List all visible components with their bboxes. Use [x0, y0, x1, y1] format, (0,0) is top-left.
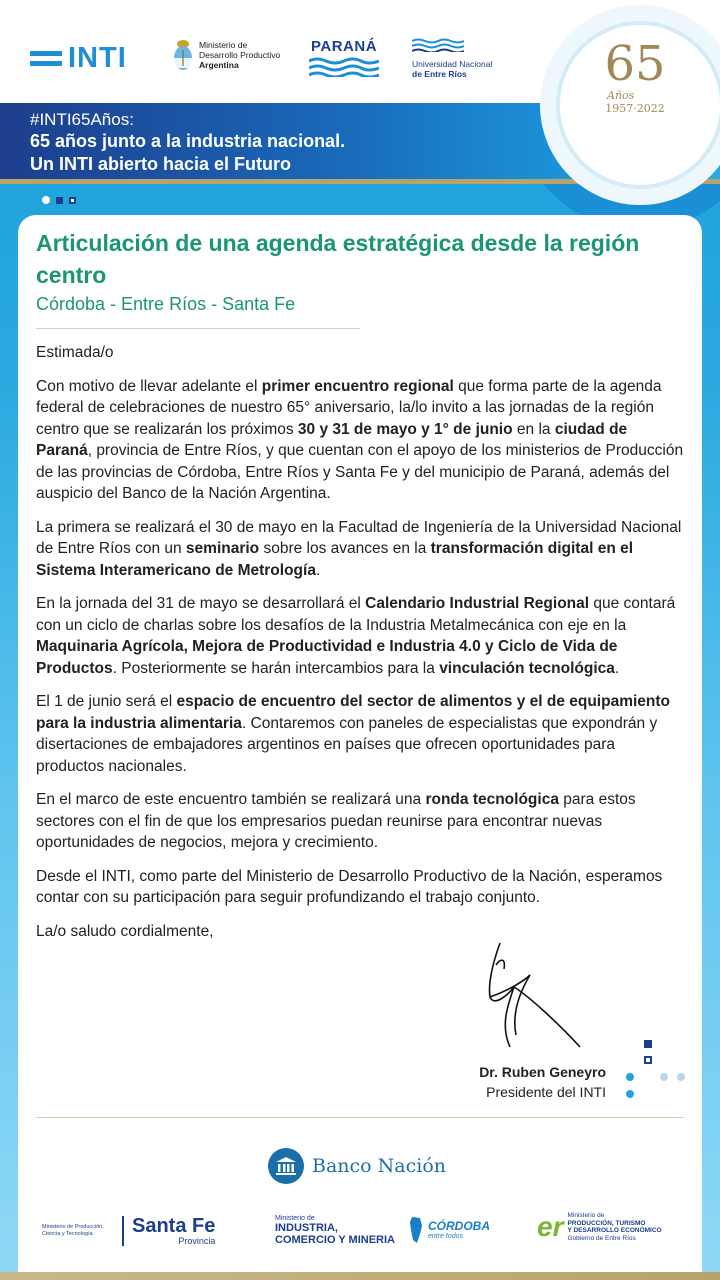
mi-small-text: Ministerio de — [275, 1215, 315, 1222]
ministerio-text — [199, 40, 280, 70]
deco-square-icon — [644, 1040, 652, 1048]
banner-line-2: 65 años junto a la industria nacional. — [30, 131, 346, 151]
p2-text-3: . — [315, 561, 321, 579]
anniversary-number: 65 — [604, 36, 666, 92]
banco-nacion-text: Banco Nación — [312, 1155, 446, 1177]
santa-fe-provincia: Provincia — [178, 1236, 216, 1246]
p5-text-2: para estos sectores con el fin de que los empresarios puedan reunirse para encontrar nuevas oportunidades de negocios, mejora y crecimiento. — [36, 791, 636, 851]
national-shield-icon — [172, 38, 194, 72]
uner-waves-icon — [412, 38, 464, 52]
letter-subtitle: Córdoba - Entre Ríos - Santa Fe — [36, 294, 296, 314]
anniversary-label: Años — [607, 89, 635, 102]
cordoba-map-icon — [408, 1216, 424, 1244]
p3-bold-1: Calendario Industrial Regional — [365, 595, 590, 612]
er-line1: Ministerio de — [567, 1212, 605, 1219]
deco-dot-icon — [660, 1073, 668, 1081]
p3-text-4: . — [614, 659, 620, 677]
decorative-dots — [42, 196, 76, 204]
deco-dot-icon — [626, 1073, 634, 1081]
paragraph-4 — [36, 691, 686, 777]
paragraph-2 — [36, 517, 686, 582]
bottom-gold-stripe — [0, 1272, 720, 1280]
footer-divider — [36, 1117, 684, 1118]
dot-square-outline-icon — [69, 197, 76, 204]
santa-fe-logo — [42, 1216, 215, 1246]
deco-dot-icon — [677, 1073, 685, 1081]
paragraph-1 — [36, 376, 686, 505]
p3-bold-2: Maquinaria Agrícola, Mejora de Productividad e Industria 4.0 y Ciclo de Vida de Productos — [36, 638, 618, 677]
ministerio-industria-logo — [275, 1215, 395, 1246]
p2-text-1: La primera se realizará el 30 de mayo en la Facultad de Ingeniería de la Universidad Nacional de Entre Ríos con un — [36, 518, 682, 557]
ministerio-line2: Desarrollo Productivo — [199, 50, 281, 60]
p3-text-2: que contará con un ciclo de charlas sobre los desafíos de la Industria Metalmecánica con eje en la — [36, 595, 676, 634]
deco-dot-icon — [626, 1090, 634, 1098]
p1-text-3: en la — [512, 420, 555, 438]
p1-bold-1: primer encuentro regional — [261, 377, 454, 395]
ministerio-line3: Argentina — [199, 60, 239, 70]
inti-stripes-icon — [30, 51, 62, 66]
greeting: Estimada/o — [36, 344, 114, 361]
p5-text-1: En el marco de este encuentro también se realizará una — [36, 791, 426, 808]
letter-body — [36, 342, 686, 954]
uner-line2: de Entre Ríos — [412, 69, 467, 79]
er-line4: Gobierno de Entre Ríos — [567, 1234, 636, 1242]
p1-bold-2: 30 y 31 de mayo y 1° de junio — [297, 420, 513, 438]
letter-title: Articulación de una agenda estratégica desde la región centro — [36, 230, 640, 288]
p2-bold-2: transformación digital en el Sistema Interamericano de Metrología — [36, 540, 634, 579]
mi-line2: COMERCIO Y MINERIA — [275, 1234, 395, 1246]
bank-building-icon — [268, 1148, 304, 1184]
cordoba-logo — [408, 1216, 490, 1244]
dot-circle-icon — [42, 196, 50, 204]
paragraph-6: Desde el INTI, como parte del Ministerio de Desarrollo Productivo de la Nación, esperamos contar con su participación para seguir profundizando el trabajo conjunto. — [36, 867, 663, 906]
p5-bold-1: ronda tecnológica — [425, 791, 559, 808]
santa-fe-ministry: Ministerio de Producción, Ciencia y Tecnología — [42, 1224, 104, 1237]
er-line2: PRODUCCIÓN, TURISMO — [567, 1219, 646, 1227]
er-ministry-text — [567, 1212, 667, 1242]
signer-name: Dr. Ruben Geneyro — [479, 1064, 606, 1080]
closing: La/o saludo cordialmente, — [36, 922, 214, 940]
cordoba-text: CÓRDOBA — [428, 1219, 490, 1233]
handwritten-signature — [470, 935, 590, 1055]
anniversary-years: 1957·2022 — [605, 102, 665, 115]
p1-text-1: Con motivo de llevar adelante el — [36, 377, 262, 395]
parana-logo-text: PARANÁ — [310, 38, 378, 55]
entre-rios-ministry-logo — [537, 1212, 667, 1242]
uner-line1: Universidad Nacional — [412, 59, 493, 69]
banco-nacion-logo — [268, 1148, 446, 1184]
uner-text — [412, 59, 492, 79]
p4-bold-1: espacio de encuentro del sector de alimentos y el de equipamiento para la industria alimentaria — [36, 693, 671, 732]
parana-waves-icon — [309, 57, 379, 77]
p2-text-2: sobre los avances en la — [259, 540, 431, 557]
inti-logo — [30, 42, 127, 75]
p4-text-1: El 1 de junio será el — [36, 693, 177, 710]
p3-text-3: . Posteriormente se harán intercambios para la — [112, 659, 440, 677]
signer-role: Presidente del INTI — [486, 1084, 606, 1100]
cordoba-subtext: entre todos — [428, 1233, 464, 1240]
anniversary-badge — [595, 38, 675, 115]
er-logo-mark: er — [537, 1211, 564, 1242]
santa-fe-name: Santa Fe — [132, 1215, 216, 1237]
p4-text-2: . Contaremos con paneles de especialistas que expondrán y disertaciones de embajadores argentinos en países que ofrecen oportunidades para productos nacionales. — [36, 714, 658, 775]
dot-square-icon — [56, 197, 63, 204]
santa-fe-divider — [122, 1216, 124, 1246]
inti-logo-text: INTI — [68, 42, 127, 74]
p1-text-2: que forma parte de la agenda federal de celebraciones de nuestro 65° aniversario, la/lo invito a las jornadas de la región centro que se realizarán los próximos — [36, 377, 662, 438]
paragraph-5 — [36, 789, 686, 854]
p1-text-4: , provincia de Entre Ríos, y que cuentan con el apoyo de los ministerios de Producción de las provincias de Córdoba, Entre Ríos y Santa Fe y del municipio de Paraná, además del auspicio del Banco de la Nación Argentina. — [36, 442, 684, 502]
p3-bold-3: vinculación tecnológica — [439, 659, 615, 677]
paragraph-3 — [36, 593, 686, 679]
title-divider — [36, 328, 360, 329]
p3-text-1: En la jornada del 31 de mayo se desarrollará el — [36, 595, 366, 612]
banner-line-3: Un INTI abierto hacia el Futuro — [30, 154, 292, 174]
er-line3: Y DESARROLLO ECONÓMICO — [567, 1227, 662, 1234]
p1-bold-3: ciudad de Paraná — [36, 420, 628, 459]
deco-square-outline-icon — [644, 1056, 652, 1064]
ministerio-line1: Ministerio de — [199, 40, 248, 50]
mi-line1: INDUSTRIA, — [275, 1222, 338, 1234]
p2-bold-1: seminario — [185, 540, 260, 557]
banner-hashtag: #INTI65Años: — [30, 110, 134, 129]
parana-logo — [309, 38, 379, 77]
uner-logo — [412, 38, 492, 79]
ministerio-logo — [172, 38, 280, 72]
